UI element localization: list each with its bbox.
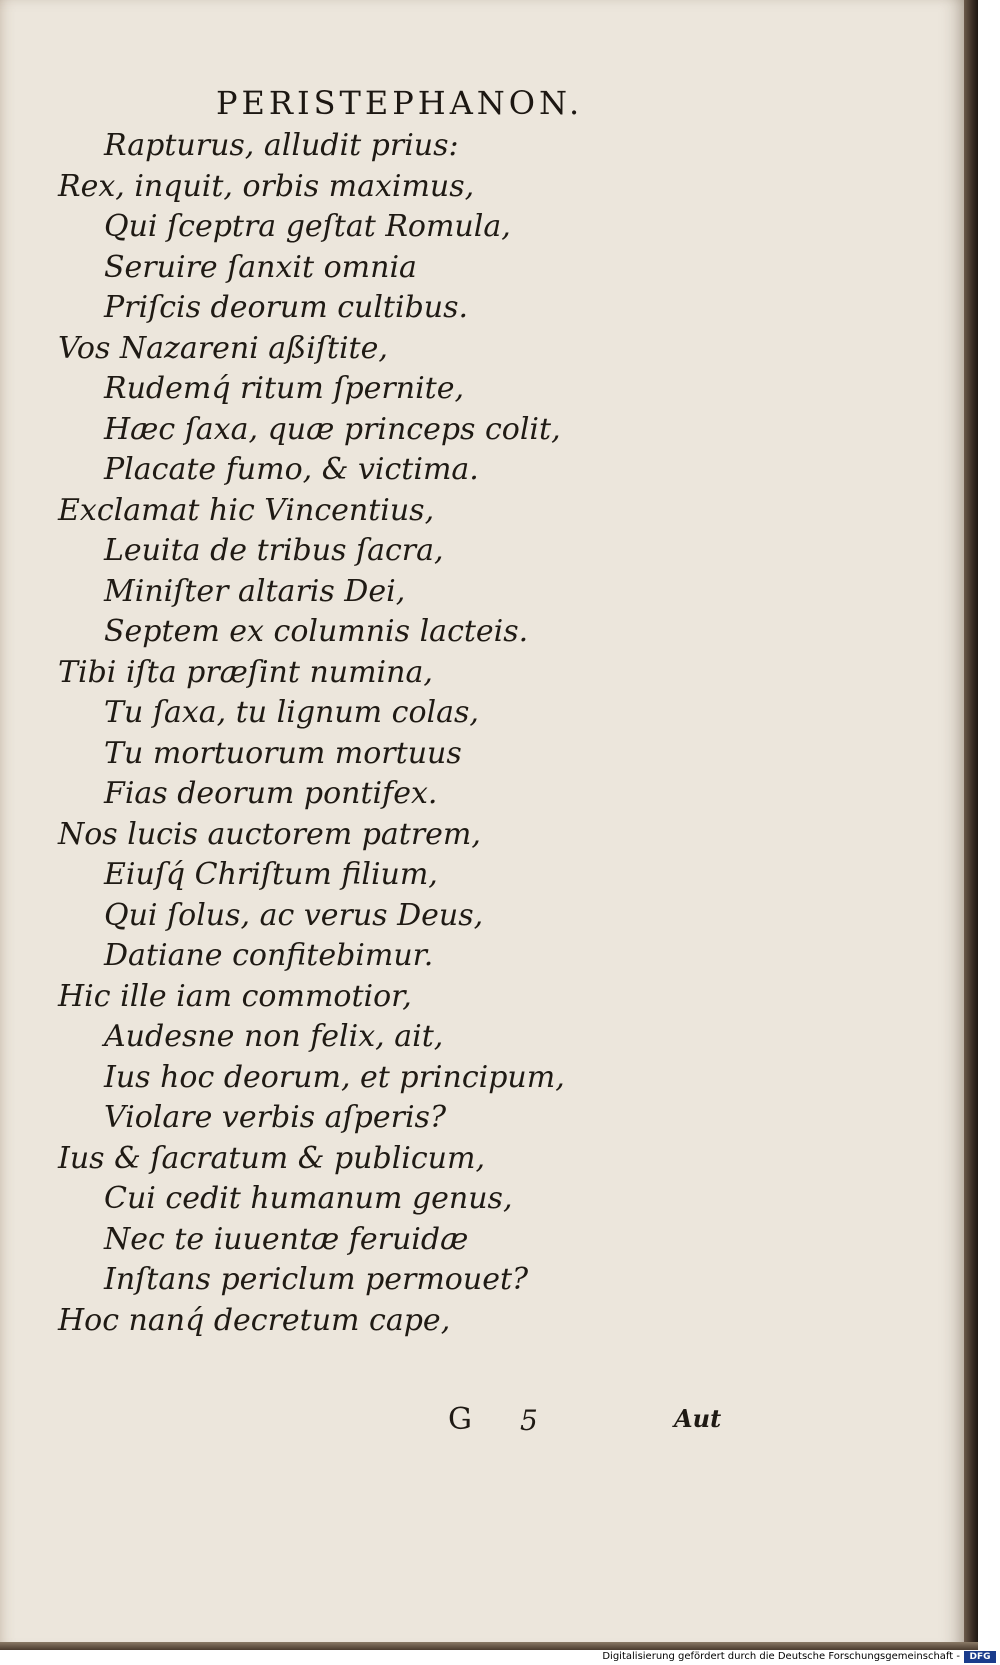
verse-line: Hoc nanq́ decretum cape,	[58, 1302, 451, 1338]
verse-line: Rex, inquit, orbis maximus,	[58, 168, 475, 204]
verse-line: Rapturus, alludit prius:	[104, 128, 459, 163]
verse-line: Nos lucis auctorem patrem,	[58, 816, 481, 852]
verse-line: Fias deorum pontifex.	[104, 776, 438, 811]
verse-line: Exclamat hic Vincentius,	[58, 492, 435, 528]
verse-line: Cui cedit humanum genus,	[104, 1181, 513, 1216]
running-title: PERISTEPHANON.	[216, 84, 584, 122]
verse-line: Septem ex columnis lacteis.	[104, 614, 529, 649]
verse-line: Qui ſolus, ac verus Deus,	[104, 897, 484, 933]
signature-mark: G	[448, 1402, 472, 1437]
book-spine-edge	[964, 0, 978, 1650]
page-bottom-edge	[0, 1642, 978, 1650]
verse-line: Hæc ſaxa, quæ princeps colit,	[104, 411, 561, 447]
verse-line: Priſcis deorum cultibus.	[104, 290, 469, 325]
verse-line: Tibi iſta præſint numina,	[58, 654, 433, 690]
verse-line: Violare verbis aſperis?	[104, 1100, 447, 1135]
verse-line: Datiane confitebimur.	[104, 938, 434, 973]
verse-line: Vos Nazareni aßiſtite,	[58, 330, 388, 366]
dfg-logo: DFG	[964, 1651, 996, 1663]
verse-line: Ius & ſacratum & publicum,	[58, 1140, 485, 1176]
verse-line: Ius hoc deorum, et principum,	[104, 1059, 565, 1095]
catchword: Aut	[674, 1404, 722, 1433]
verse-line: Tu mortuorum mortuus	[104, 735, 462, 771]
verse-line: Hic ille iam commotior,	[58, 978, 412, 1014]
verse-line: Miniſter altaris Dei,	[104, 573, 406, 609]
verse-line: Leuita de tribus ſacra,	[104, 533, 444, 568]
leaf-number: 5	[520, 1404, 538, 1437]
verse-line: Inſtans periclum permouet?	[104, 1262, 529, 1297]
verse-line: Qui ſceptra geſtat Romula,	[104, 209, 511, 244]
verse-line: Placate fumo, & victima.	[104, 452, 479, 487]
verse-line: Audesne non felix, ait,	[104, 1019, 444, 1054]
verse-line: Eiuſq́ Chriſtum filium,	[104, 857, 438, 892]
verse-line: Rudemq́ ritum ſpernite,	[104, 371, 465, 406]
verse-line: Seruire ſanxit omnia	[104, 249, 417, 285]
digitization-credit: Digitalisierung gefördert durch die Deutsche Forschungsgemeinschaft -	[602, 1651, 960, 1662]
verse-line: Nec te iuuentæ feruidæ	[104, 1221, 469, 1257]
verse-line: Tu ſaxa, tu lignum colas,	[104, 695, 479, 730]
